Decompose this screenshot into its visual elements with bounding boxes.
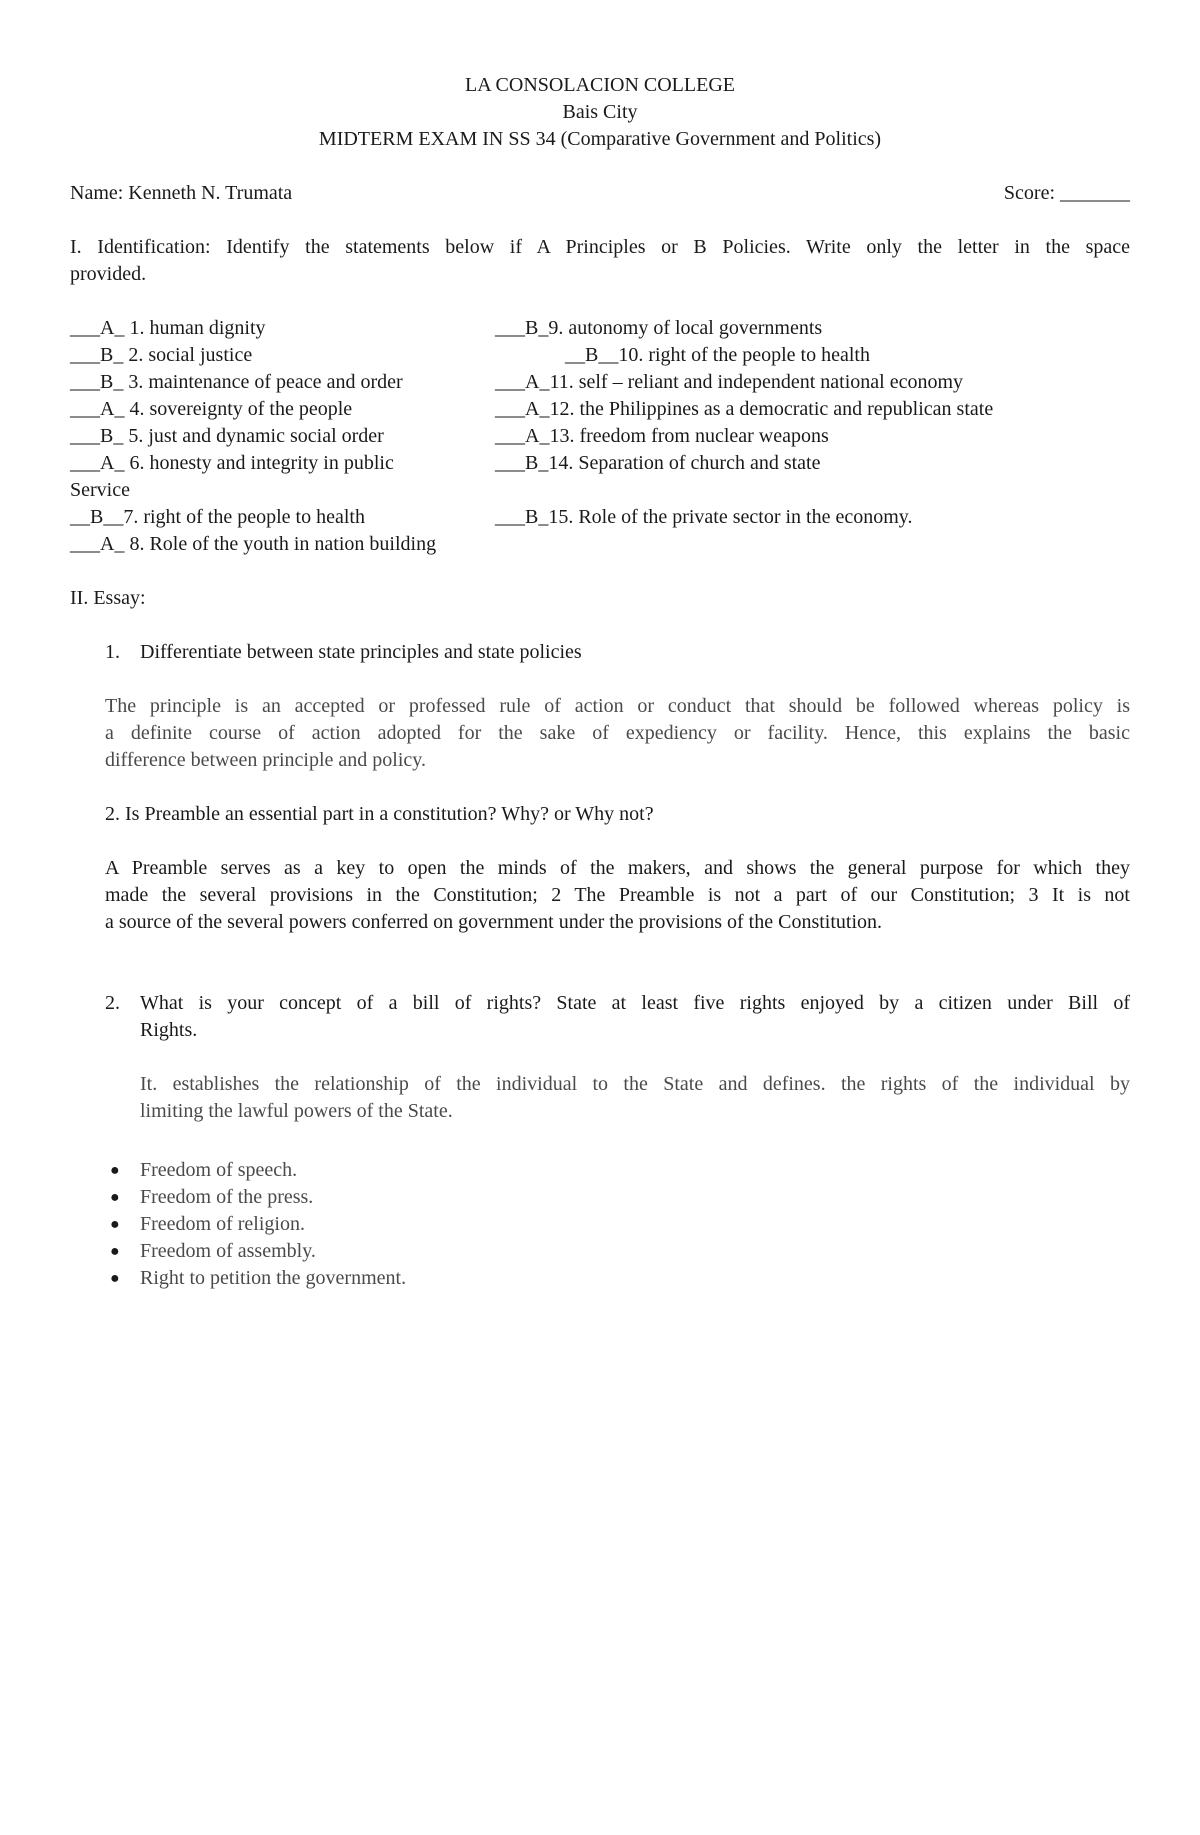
- part1-instructions-cont: provided.: [70, 263, 147, 285]
- q3-number: 2.: [105, 992, 120, 1014]
- item-1: ___A_ 1. human dignity: [70, 317, 266, 339]
- score-field: Score: _______: [1003, 182, 1130, 204]
- item-13: ___A_13. freedom from nuclear weapons: [495, 425, 829, 447]
- a3-line-2: limiting the lawful powers of the State.: [140, 1100, 453, 1122]
- a2-line-3: a source of the several powers conferred on government under the provisions of the Constitution.: [105, 911, 883, 933]
- bullet-icon: ●: [110, 1162, 120, 1179]
- item-12: ___A_12. the Philippines as a democratic and republican state: [495, 398, 994, 420]
- q3-line-2: Rights.: [140, 1019, 198, 1041]
- right-item: Right to petition the government.: [140, 1267, 407, 1289]
- item-15: ___B_15. Role of the private sector in the economy.: [495, 506, 913, 528]
- part2-title: II. Essay:: [70, 587, 146, 609]
- bullet-icon: ●: [110, 1270, 120, 1287]
- a2-line-2: made the several provisions in the Constitution; 2 The Preamble is not a part of our Constitution; 3 It is not: [105, 884, 1130, 906]
- item-6: ___A_ 6. honesty and integrity in public: [70, 452, 394, 474]
- q2-text: 2. Is Preamble an essential part in a constitution? Why? or Why not?: [105, 803, 654, 825]
- item-6-cont: Service: [70, 479, 130, 501]
- item-5: ___B_ 5. just and dynamic social order: [70, 425, 384, 447]
- q3-line-1: What is your concept of a bill of rights? State at least five rights enjoyed by a citizen under Bill of: [140, 992, 1130, 1014]
- right-item: Freedom of speech.: [140, 1159, 298, 1181]
- right-item: Freedom of the press.: [140, 1186, 314, 1208]
- q1-text: Differentiate between state principles and state policies: [140, 641, 582, 663]
- student-name: Name: Kenneth N. Trumata: [70, 182, 293, 204]
- a1-line-1: The principle is an accepted or professed rule of action or conduct that should be followed whereas policy is: [105, 695, 1130, 717]
- item-14: ___B_14. Separation of church and state: [495, 452, 821, 474]
- bullet-icon: ●: [110, 1189, 120, 1206]
- bullet-icon: ●: [110, 1243, 120, 1260]
- a1-line-2: a definite course of action adopted for the sake of expediency or facility. Hence, this explains the basic: [105, 722, 1130, 744]
- item-2: ___B_ 2. social justice: [70, 344, 253, 366]
- bullet-icon: ●: [110, 1216, 120, 1233]
- item-11: ___A_11. self – reliant and independent national economy: [495, 371, 964, 393]
- item-3: ___B_ 3. maintenance of peace and order: [70, 371, 403, 393]
- school-name: LA CONSOLACION COLLEGE: [465, 74, 735, 96]
- a2-line-1: A Preamble serves as a key to open the minds of the makers, and shows the general purpose for which they: [105, 857, 1130, 879]
- school-city: Bais City: [562, 101, 638, 123]
- item-7: __B__7. right of the people to health: [70, 506, 365, 528]
- right-item: Freedom of assembly.: [140, 1240, 316, 1262]
- item-4: ___A_ 4. sovereignty of the people: [70, 398, 353, 420]
- item-10: __B__10. right of the people to health: [565, 344, 870, 366]
- part1-instructions: I. Identification: Identify the statements below if A Principles or B Policies. Write only the letter in the space: [70, 236, 1130, 258]
- item-8: ___A_ 8. Role of the youth in nation building: [70, 533, 437, 555]
- item-9: ___B_9. autonomy of local governments: [495, 317, 823, 339]
- a1-line-3: difference between principle and policy.: [105, 749, 426, 771]
- right-item: Freedom of religion.: [140, 1213, 305, 1235]
- a3-line-1: It. establishes the relationship of the individual to the State and defines. the rights of the individual by: [140, 1073, 1130, 1095]
- q1-number: 1.: [105, 641, 120, 663]
- exam-title: MIDTERM EXAM IN SS 34 (Comparative Government and Politics): [318, 128, 882, 150]
